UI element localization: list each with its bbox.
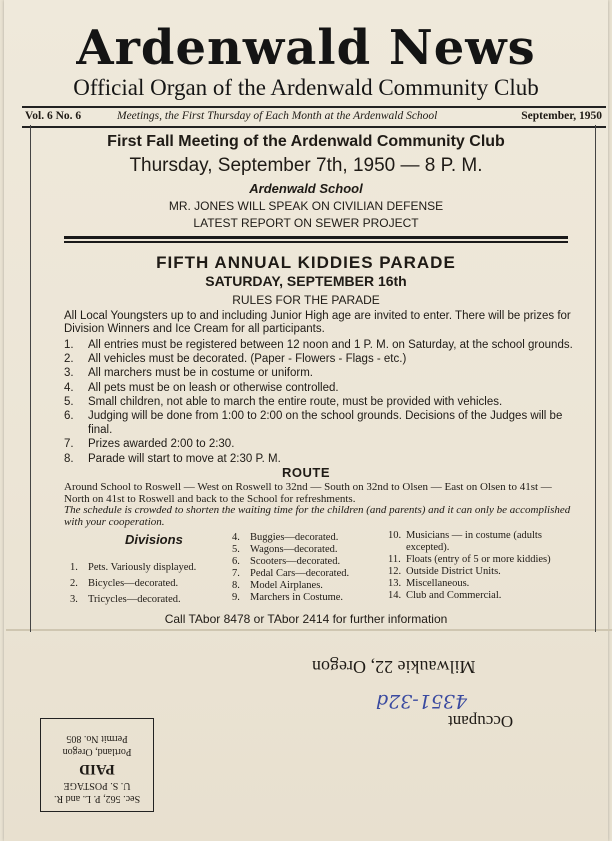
permit-paid: PAID bbox=[79, 761, 115, 777]
division-item: 3. Tricycles—decorated. bbox=[70, 594, 181, 605]
division-item: 8. Model Airplanes. bbox=[232, 580, 323, 591]
division-item: 10. Musicians — in costume (adults excepted). bbox=[388, 530, 542, 553]
divisions-column-1 bbox=[70, 562, 196, 610]
schedule-note: The schedule is crowded to shorten the waiting time for the children (and parents) and it can only be accomplished with your cooperation. bbox=[64, 504, 571, 528]
parade-title: FIFTH ANNUAL KIDDIES PARADE bbox=[156, 253, 456, 272]
mailing-city: Milwaukie 22, Oregon bbox=[312, 657, 476, 677]
section-divider bbox=[64, 236, 568, 239]
rules-heading: RULES FOR THE PARADE bbox=[232, 293, 380, 307]
rule-item: 2. All vehicles must be decorated. (Paper - Flowers - Flags - etc.) bbox=[64, 353, 407, 366]
meeting-place: Ardenwald School bbox=[249, 181, 363, 196]
section-divider-thin bbox=[64, 241, 568, 243]
permit-number: Permit No. 805 bbox=[66, 733, 128, 744]
meeting-title: First Fall Meeting of the Ardenwald Community Club bbox=[107, 133, 505, 150]
parade-intro: All Local Youngsters up to and including Junior High age are invited to enter. There will be prizes for Division Winners and Ice Cream for all participants. bbox=[64, 310, 571, 335]
route-heading: ROUTE bbox=[282, 465, 330, 480]
divisions-column-2 bbox=[232, 532, 349, 604]
division-item: 5. Wagons—decorated. bbox=[232, 544, 338, 555]
masthead-subtitle: Official Organ of the Ardenwald Community Club bbox=[73, 75, 539, 100]
division-item: 4. Buggies—decorated. bbox=[232, 532, 339, 543]
divisions-column-3 bbox=[388, 530, 578, 602]
meeting-speaker: MR. JONES WILL SPEAK ON CIVILIAN DEFENSE bbox=[168, 199, 444, 213]
rule-item: 8. Parade will start to move at 2:30 P. M. bbox=[64, 452, 281, 465]
parade-date: SATURDAY, SEPTEMBER 16th bbox=[205, 273, 407, 289]
division-item: 14. Club and Commercial. bbox=[388, 590, 502, 601]
meeting-agenda: LATEST REPORT ON SEWER PROJECT bbox=[193, 216, 419, 230]
division-item: 11. Floats (entry of 5 or more kiddies) bbox=[388, 554, 551, 565]
division-item: 13. Miscellaneous. bbox=[388, 578, 470, 589]
mailing-occupant: Occupant bbox=[448, 712, 514, 731]
volume-number: Vol. 6 No. 6 bbox=[25, 110, 82, 122]
contact-line: Call TAbor 8478 or TAbor 2414 for further information bbox=[164, 612, 448, 626]
rule-item: 3. All marchers must be in costume or uniform. bbox=[64, 367, 313, 380]
division-item: 2. Bicycles—decorated. bbox=[70, 578, 179, 589]
meetings-note: Meetings, the First Thursday of Each Month at the Ardenwald School bbox=[117, 110, 438, 122]
division-item: 12. Outside District Units. bbox=[388, 566, 501, 577]
masthead-title: Ardenwald News bbox=[76, 20, 536, 76]
division-item: 6. Scooters—decorated. bbox=[232, 556, 341, 567]
rule-item: 6. Judging will be done from 1:00 to 2:00 on the school grounds. Decisions of the Judges will be final. bbox=[64, 410, 563, 437]
handwritten-address: 4351-32d bbox=[376, 690, 468, 712]
permit-postage: U. S. POSTAGE bbox=[63, 780, 131, 791]
issue-date: September, 1950 bbox=[521, 110, 602, 122]
rule-item: 7. Prizes awarded 2:00 to 2:30. bbox=[64, 438, 235, 451]
division-item: 1. Pets. Variously displayed. bbox=[70, 562, 197, 573]
rule-item: 1. All entries must be registered between 12 noon and 1 P. M. on Saturday, at the school grounds. bbox=[64, 339, 573, 351]
route-description: Around School to Roswell — West on Roswell to 32nd — South on 32nd to Olsen — East on Olsen to 41st — North on 41st to Roswell and back to the School for refreshments. bbox=[64, 481, 552, 505]
division-item: 9. Marchers in Costume. bbox=[232, 592, 344, 603]
postage-permit-stamp bbox=[40, 718, 154, 812]
permit-section: Sec. 562, P. L. and R. bbox=[53, 793, 141, 804]
meeting-datetime: Thursday, September 7th, 1950 — 8 P. M. bbox=[129, 155, 483, 176]
rules-list bbox=[64, 338, 574, 466]
rule-item: 5. Small children, not able to march the entire route, must be provided with vehicles. bbox=[64, 395, 503, 408]
division-item: 7. Pedal Cars—decorated. bbox=[232, 568, 350, 579]
rule-item: 4. All pets must be on leash or otherwise controlled. bbox=[64, 381, 339, 394]
permit-city: Portland, Oregon bbox=[62, 746, 132, 757]
divisions-heading: Divisions bbox=[125, 532, 183, 547]
